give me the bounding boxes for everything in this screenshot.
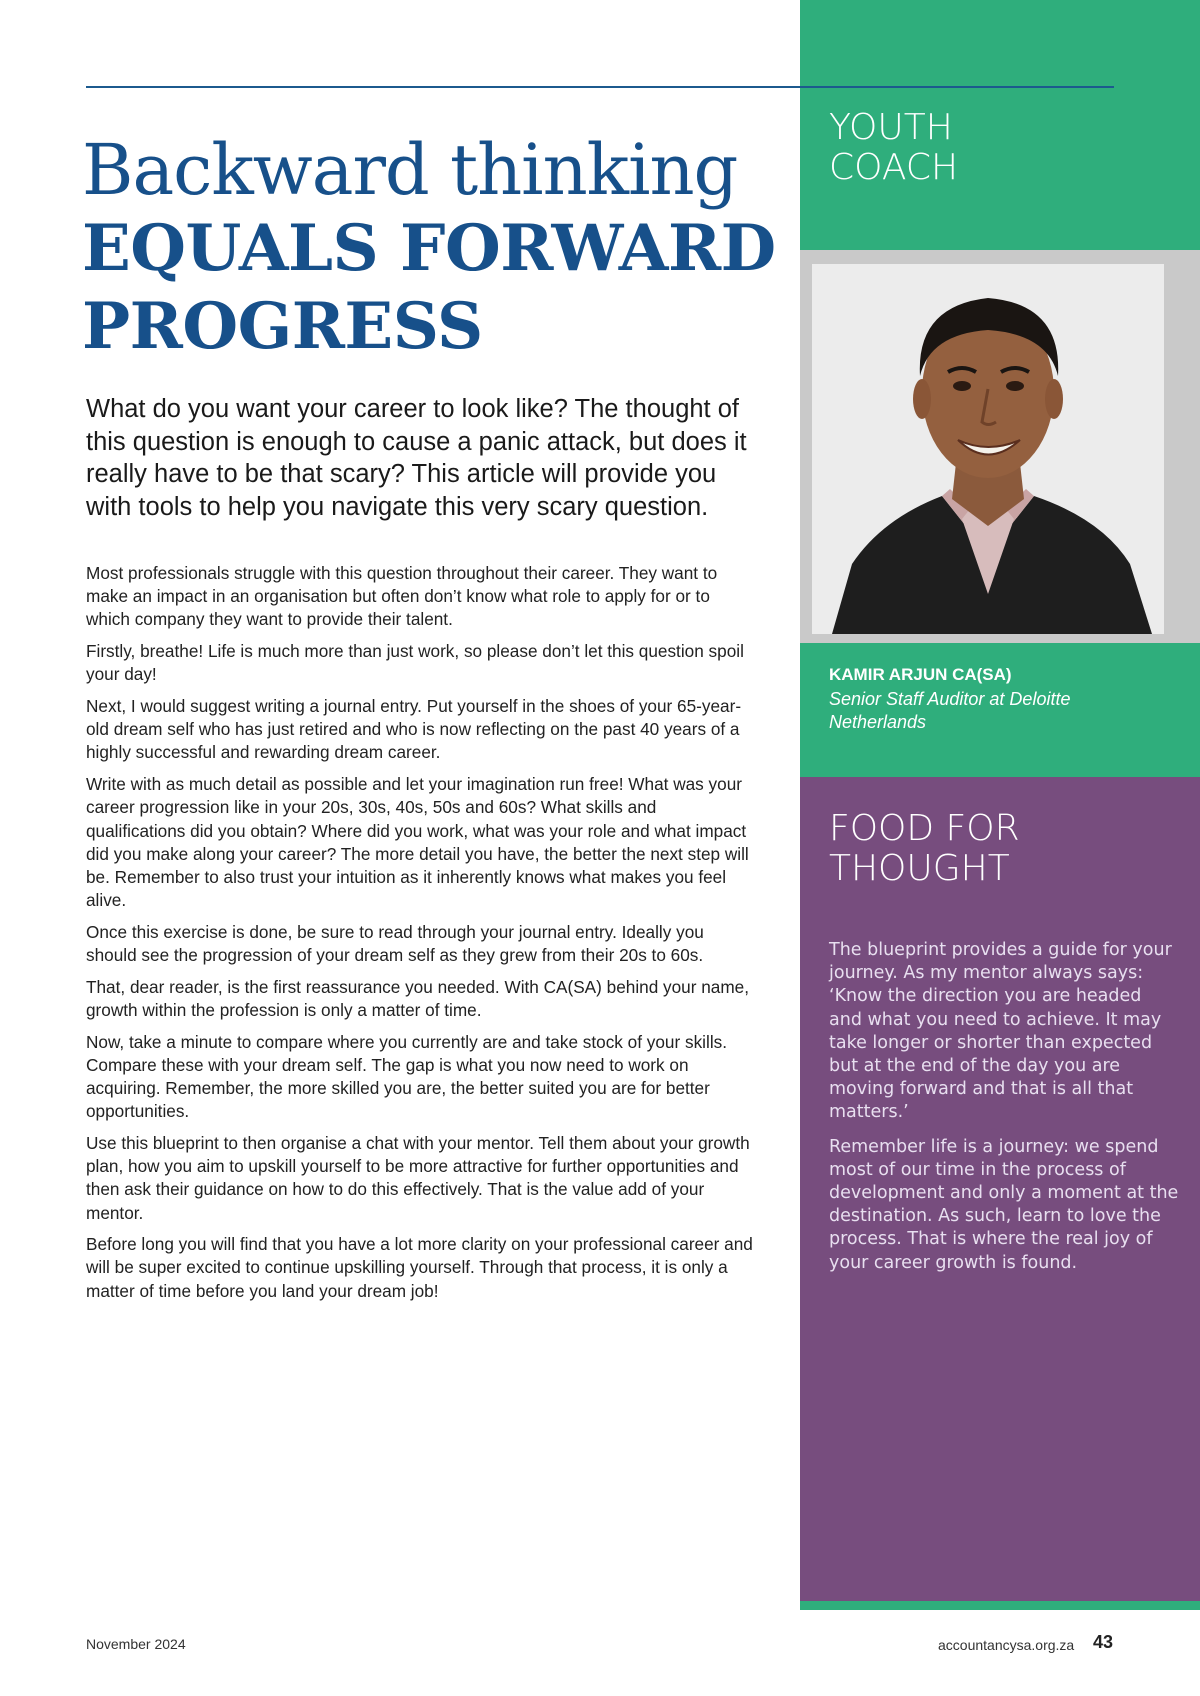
headline-line-1: Backward thinking [82,129,738,211]
author-photo [812,264,1164,634]
author-photo-frame [800,250,1200,643]
body-paragraph: Use this blueprint to then organise a chat with your mentor. Tell them about your growth plan, how you aim to upskill yourself to be more attractive for further opportunities and then ask their guidance on how to do this effectively. That is the value add of your mentor. [86,1132,750,1223]
body-paragraph: Now, take a minute to compare where you currently are and take stock of your skills. Compare these with your dream self. The gap is what you now need to work on acquiring. Remember, the more skilled you are, the better suited you are for better opportunities. [86,1031,728,1122]
article-body [86,562,756,1311]
page-number: 43 [1093,1632,1114,1652]
food-for-thought-box [800,777,1200,1601]
headline-line-3: PROGRESS [82,289,483,364]
headline-line-2: EQUALS FORWARD [82,211,776,286]
article-headline [82,130,776,366]
food-for-thought-title: FOOD FOR THOUGHT [829,808,1020,889]
body-paragraph: Next, I would suggest writing a journal entry. Put yourself in the shoes of your 65-year-old dream self who has just retired and who is now reflecting on the past 40 years of a highly successful and rewarding dream career. [86,696,742,763]
author-info [800,643,1200,777]
body-paragraph: Once this exercise is done, be sure to read through your journal entry. Ideally you should see the progression of your dream self as they grew from their 20s to 60s. [86,921,704,966]
body-paragraph: Firstly, breathe! Life is much more than just work, so please don’t let this question spoil your day! [86,641,744,685]
body-paragraph: Write with as much detail as possible and let your imagination run free! What was your career progression like in your 20s, 30s, 40s, 50s and 60s? What skills and qualifications did you obtain? Where did you work, what was your role and what impact did you make along your career? The more detail you have, the better the next step will be. Remember to also trust your intuition as it inherently knows what makes you feel alive. [86,774,749,911]
quote-paragraph: Remember life is a journey: we spend most of our time in the process of development and only a moment at the destination. As such, learn to love the process. That is where the real joy of your career growth is found. [829,1136,1179,1273]
author-role: Senior Staff Auditor at Deloitte Netherlands [829,689,1071,732]
top-rule [86,86,1114,88]
body-paragraph: Before long you will find that you have a lot more clarity on your professional career and will be super excited to continue upskilling yourself. Through that process, it is only a matter of time before you land your dream job! [86,1234,753,1301]
footer-website: accountancysa.org.za [938,1637,1075,1653]
food-for-thought-text [829,939,1179,1286]
body-paragraph: Most professionals struggle with this question throughout their career. They want to make an impact in an organisation but often don’t know what role to apply for or to which company they want to provide their talent. [86,563,718,630]
section-label: YOUTH COACH [829,107,959,188]
quote-paragraph: The blueprint provides a guide for your journey. As my mentor always says: ‘Know the direction you are headed and what you need to achieve. It may take longer or shorter than expected but at the end of the day you are moving forward and that is all that matters.’ [829,940,1172,1123]
article-intro: What do you want your career to look like? The thought of this question is enough to cause a panic attack, but does it really have to be that scary? This article will provide you with tools to help you navigate this very scary question. [86,395,747,521]
footer-date: November 2024 [86,1636,186,1652]
youth-coach-header [800,0,1200,250]
body-paragraph: That, dear reader, is the first reassurance you needed. With CA(SA) behind your name, growth within the profession is only a matter of time. [86,976,750,1020]
author-portrait-image [812,264,1164,634]
author-name: KAMIR ARJUN CA(SA) [829,665,1012,684]
sidebar-bottom-bar [800,1601,1200,1610]
